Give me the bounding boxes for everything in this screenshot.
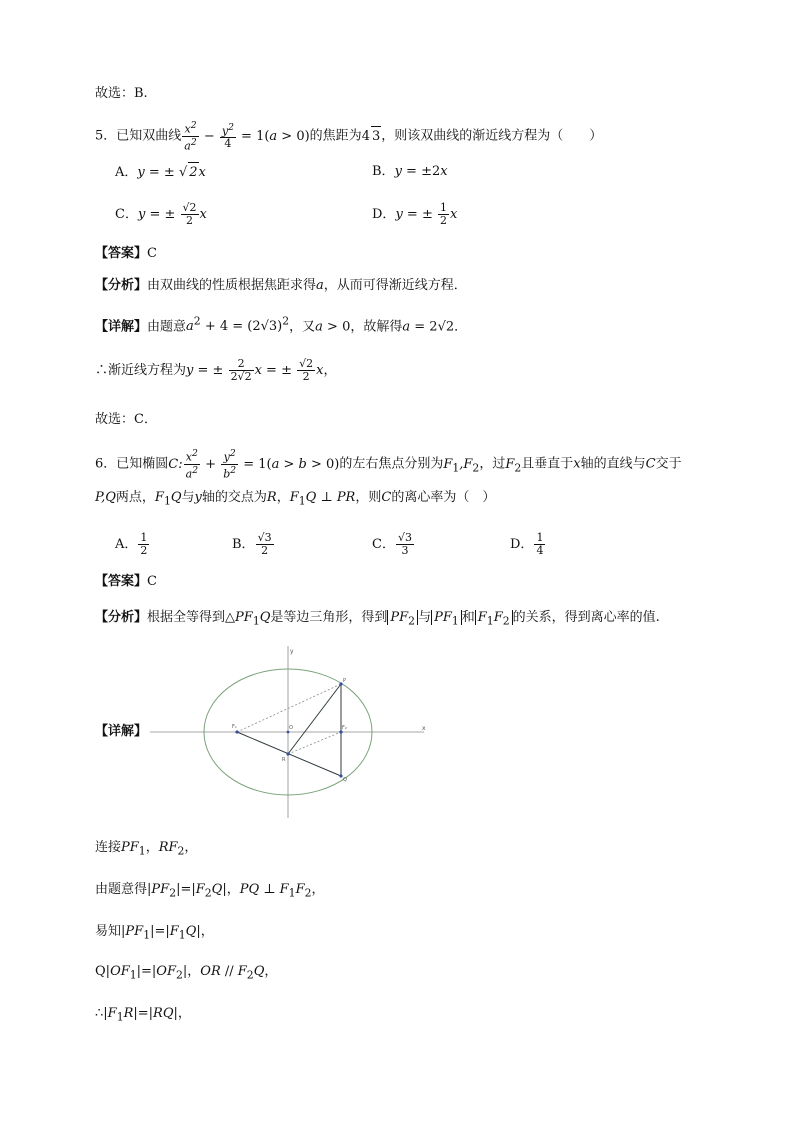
- q6-option-c: C． $\frac{√3}{3}$: [372, 531, 412, 557]
- step-connect: 连接$PF_1$，$RF_2$，: [95, 840, 198, 858]
- line-p-r: [288, 684, 341, 754]
- label-f2: F₂: [342, 725, 347, 731]
- q6-answer: 【答案】C: [95, 574, 157, 589]
- step-known: 易知$|PF_1|=|F_1Q|$，: [95, 924, 214, 942]
- point-o: [287, 731, 290, 734]
- q5-detail: 【详解】由题意$a^2 + 4 = (2√3)^2$，又a > 0，故解得a = 2√2．: [95, 315, 468, 335]
- q5-analysis: 【分析】由双曲线的性质根据焦距求得a，从而可得渐近线方程．: [95, 278, 467, 293]
- q6-option-a: A． $\frac{1}{2}$: [115, 531, 148, 557]
- ellipse-figure: [150, 644, 430, 820]
- label-p: P: [343, 678, 347, 684]
- q5-option-d: D．y = ± $\frac{1}{2}$ x: [372, 201, 458, 227]
- q5-asymptote: ∴渐近线方程为y = ± $\frac{2}{2√2}$ x = ± $\frac{√2}{2}$ x，: [95, 357, 337, 383]
- q5-answer: 【答案】C: [95, 246, 157, 261]
- q6-option-b: B． $\frac{√3}{2}$: [232, 531, 272, 557]
- q5-option-c: C．y = ± $\frac{√2}{2}$ x: [115, 201, 207, 227]
- label-q: Q: [343, 777, 347, 783]
- q6-analysis: 【分析】根据全等得到$\triangle PF_1Q$是等边三角形，得到 $PF_2$ 与 $PF_1$ 和 $F_1F_2$ 的关系，得到离心率的值.: [95, 610, 660, 628]
- label-o: O: [289, 725, 293, 731]
- q6-detail-tag: 【详解】: [95, 724, 148, 739]
- label-r: R: [282, 757, 286, 763]
- q6-option-d: D． $\frac{1}{4}$: [510, 531, 544, 557]
- step-therefore: $\therefore|F_1R|=|RQ|$，: [95, 1006, 191, 1024]
- x-axis-label: x: [422, 725, 426, 732]
- question-6-line2: P,Q两点，$F_1Q$与y轴的交点为R，$F_1Q$ ⊥ PR，则C的离心率为（ ）: [95, 490, 496, 508]
- question-5: 5．已知双曲线 $\frac{x^2}{a^2}$ − $\frac{y^2}{4}$ = 1(a > 0)的焦距为4 3，则该双曲线的渐近线方程为（ ）: [95, 120, 603, 153]
- question-6: 6．已知椭圆C: $\frac{x^2}{a^2}$ + $\frac{y^2}{b^2}$ = 1(a > b > 0)的左右焦点分别为$F_1,F_2$，过$F_2$且垂直于x轴的直线与C交于: [95, 448, 682, 481]
- q5-option-b: B．y = ±2x: [372, 164, 448, 179]
- step-given: 由题意得$|PF_2|=|F_2Q|$，PQ ⊥ $F_1F_2$，: [95, 882, 325, 900]
- label-f1: F₁: [232, 724, 237, 730]
- point-f1: [235, 730, 238, 733]
- step-parallel: $Q|OF_1|=|OF_2|$，OR // $F_2Q$，: [95, 964, 278, 982]
- point-r: [286, 752, 289, 755]
- prev-answer: 故选：B.: [95, 86, 148, 101]
- y-axis-label: y: [290, 648, 294, 655]
- q5-choose: 故选：C．: [95, 412, 157, 427]
- q5-option-a: A．y = ± √ 2x: [115, 162, 206, 183]
